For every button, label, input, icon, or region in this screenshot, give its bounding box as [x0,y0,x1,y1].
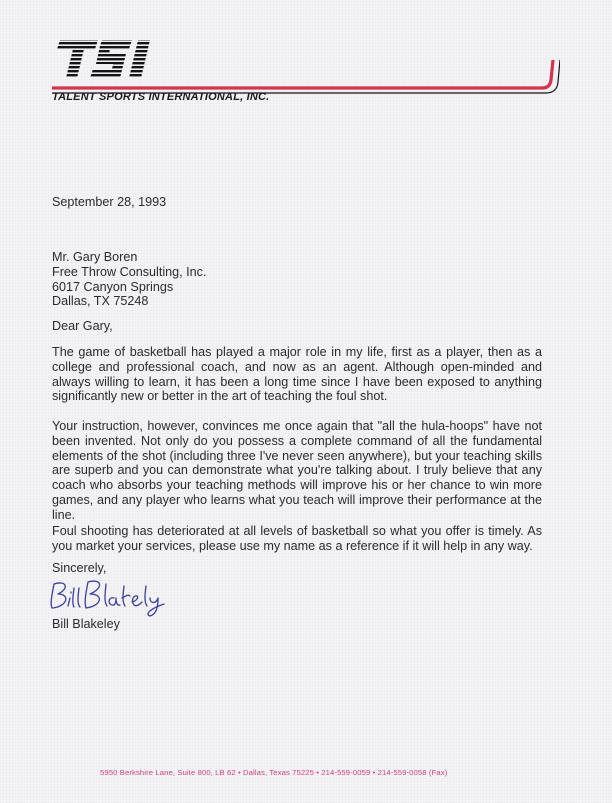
closing: Sincerely, [52,561,107,575]
body-paragraph: Foul shooting has deteriorated at all levels of basketball so what you offer is timely. As you market your services, please use my name as a reference if it will help in any way. [52,524,542,553]
recipient-company: Free Throw Consulting, Inc. [52,264,207,279]
recipient-name: Mr. Gary Boren [52,250,138,264]
recipient-address [52,250,206,309]
footer-address: 5950 Berkshire Lane, Suite 800, LB 62 • Dallas, Texas 75225 • 214-559-0059 • 214-559-0058 (Fax) [100,768,448,777]
letter-date: September 28, 1993 [52,195,167,209]
body-paragraph: Your instruction, however, convinces me once again that "all the hula-hoops" have not been invented. Not only do you possess a complete command of all the fundamental elements of the shot (including three I've never seen anywhere), but your teaching skills are superb and you can demonstrate what you're talking about. I truly believe that any coach who absorbs your teaching methods will improve his or her chance to win more games, and any player who learns what you teach will improve their performance at the line. [52,419,542,522]
handwritten-signature [44,574,174,618]
recipient-city: Dallas, TX 75248 [52,294,149,309]
company-name: TALENT SPORTS INTERNATIONAL, INC. [52,91,270,103]
signer-name: Bill Blakeley [52,617,120,631]
body-paragraph: The game of basketball has played a major role in my life, first as a player, then as a college and professional coach, and now as an agent. Although open-minded and always willing to learn, it has been a long time since I have been exposed to anything significantly new or better in the art of teaching the foul shot. [52,345,542,404]
salutation: Dear Gary, [52,319,113,333]
recipient-street: 6017 Canyon Springs [52,279,174,294]
